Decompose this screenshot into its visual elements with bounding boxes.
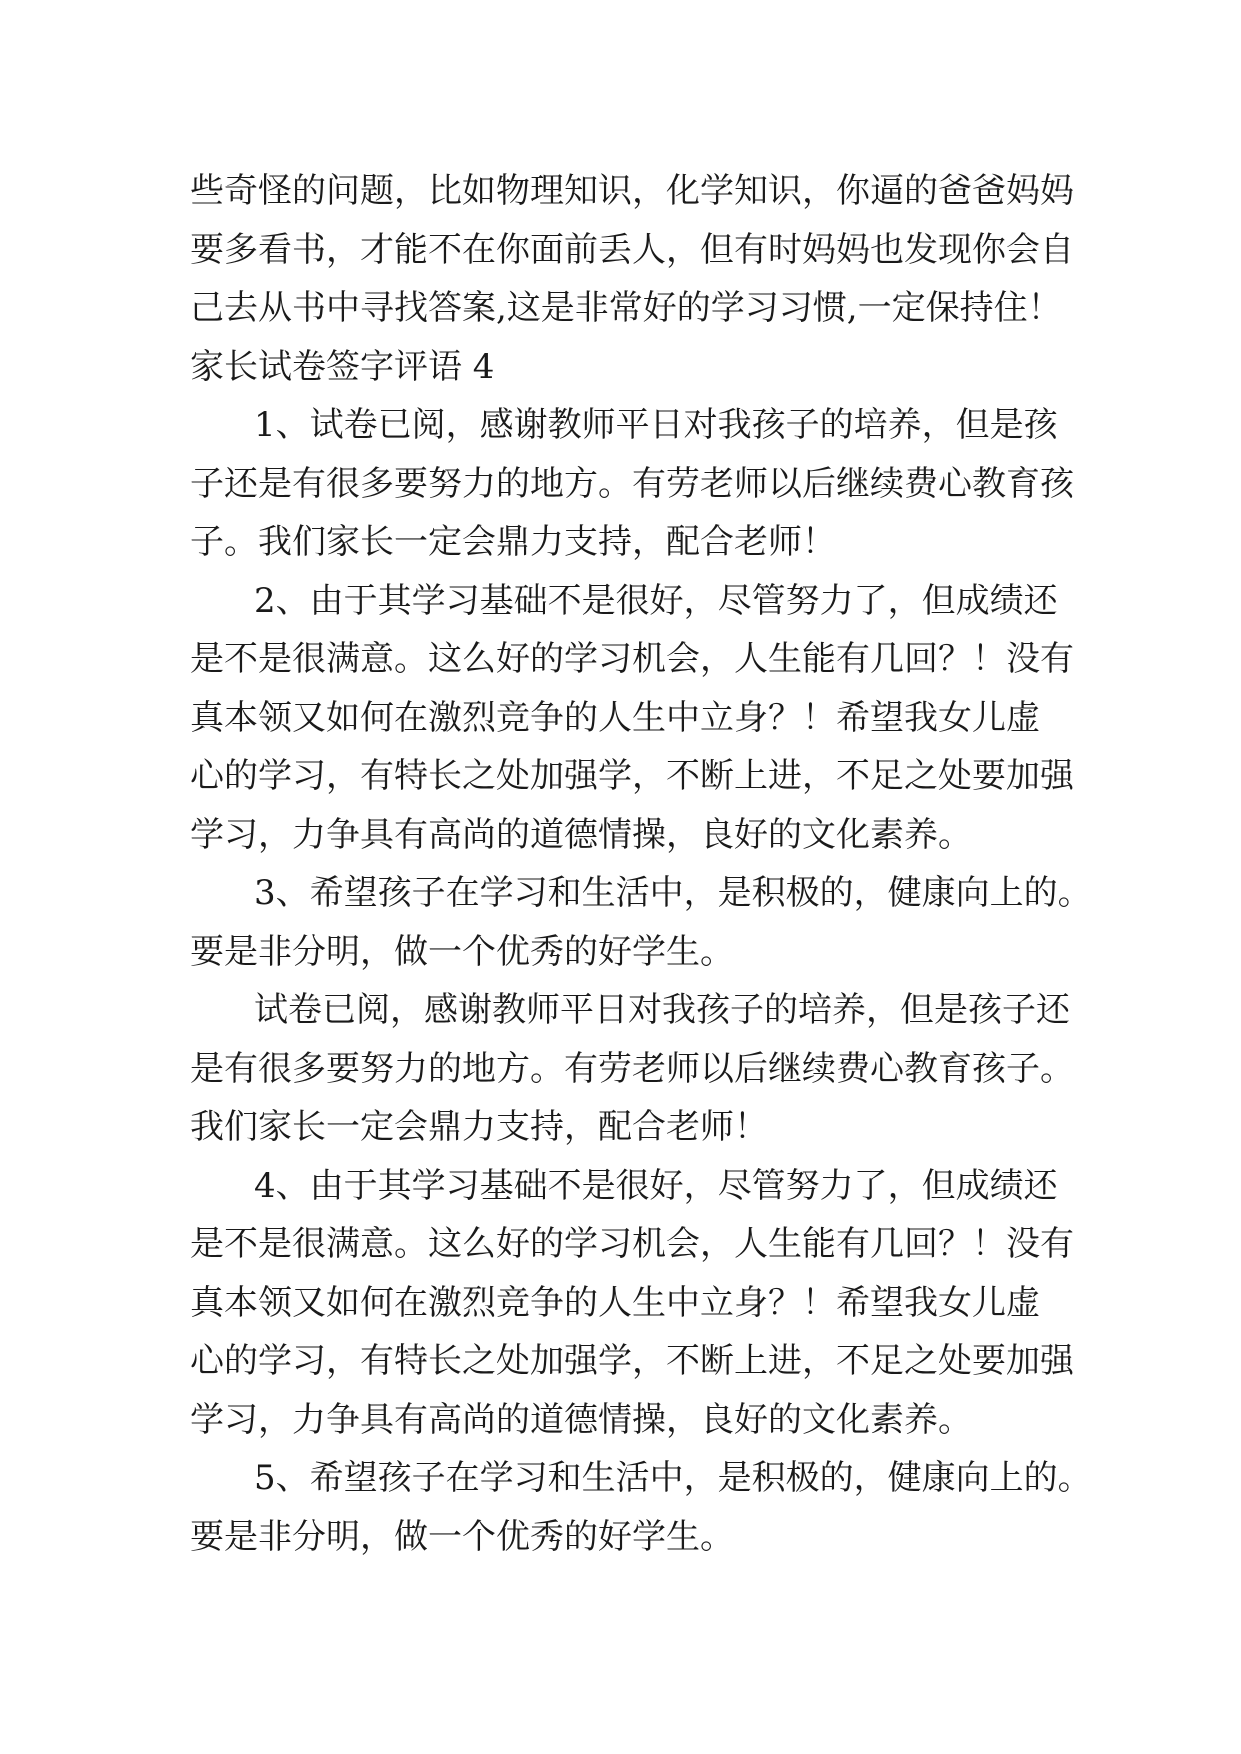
text-line: 学习，力争具有高尚的道德情操，良好的文化素养。 — [190, 1399, 972, 1440]
text-line: 是有很多要努力的地方。有劳老师以后继续费心教育孩子。 — [190, 1048, 1074, 1089]
text-line: 学习，力争具有高尚的道德情操，良好的文化素养。 — [190, 814, 972, 855]
paragraph-start-line: 5、希望孩子在学习和生活中，是积极的，健康向上的。 — [254, 1458, 1092, 1498]
text-line: 是不是很满意。这么好的学习机会，人生能有几回？！没有 — [190, 1224, 1074, 1264]
paragraph-start-line: 4、由于其学习基础不是很好，尽管努力了，但成绩还 — [254, 1165, 1058, 1206]
text-line: 真本领又如何在激烈竞争的人生中立身？！希望我女儿虚 — [190, 1282, 1040, 1323]
text-line: 子。我们家长一定会鼎力支持，配合老师！ — [190, 522, 836, 562]
paragraph-start-line: 3、希望孩子在学习和生活中，是积极的，健康向上的。 — [254, 873, 1092, 913]
text-line: 心的学习，有特长之处加强学，不断上进，不足之处要加强 — [190, 1341, 1074, 1381]
text-line: 些奇怪的问题，比如物理知识，化学知识，你逼的爸爸妈妈 — [190, 171, 1074, 211]
text-line: 己去从书中寻找答案,这是非常好的学习习惯,一定保持住！ — [190, 288, 1062, 328]
text-line: 要是非分明，做一个优秀的好学生。 — [190, 931, 734, 972]
text-line: 要是非分明，做一个优秀的好学生。 — [190, 1516, 734, 1557]
text-line: 心的学习，有特长之处加强学，不断上进，不足之处要加强 — [190, 756, 1074, 796]
paragraph-start-line: 1、试卷已阅，感谢教师平日对我孩子的培养，但是孩 — [254, 405, 1058, 445]
paragraph-start-line: 2、由于其学习基础不是很好，尽管努力了，但成绩还 — [254, 580, 1058, 621]
section-heading: 家长试卷签字评语 4 — [190, 346, 495, 387]
paragraph-start-line: 试卷已阅，感谢教师平日对我孩子的培养，但是孩子还 — [254, 990, 1070, 1030]
text-line: 要多看书，才能不在你面前丢人，但有时妈妈也发现你会自 — [190, 229, 1074, 270]
text-line: 是不是很满意。这么好的学习机会，人生能有几回？！没有 — [190, 639, 1074, 679]
document-body — [190, 162, 1092, 1566]
text-line: 真本领又如何在激烈竞争的人生中立身？！希望我女儿虚 — [190, 697, 1040, 738]
text-line: 子还是有很多要努力的地方。有劳老师以后继续费心教育孩 — [190, 463, 1074, 504]
text-line: 我们家长一定会鼎力支持，配合老师！ — [190, 1107, 768, 1147]
